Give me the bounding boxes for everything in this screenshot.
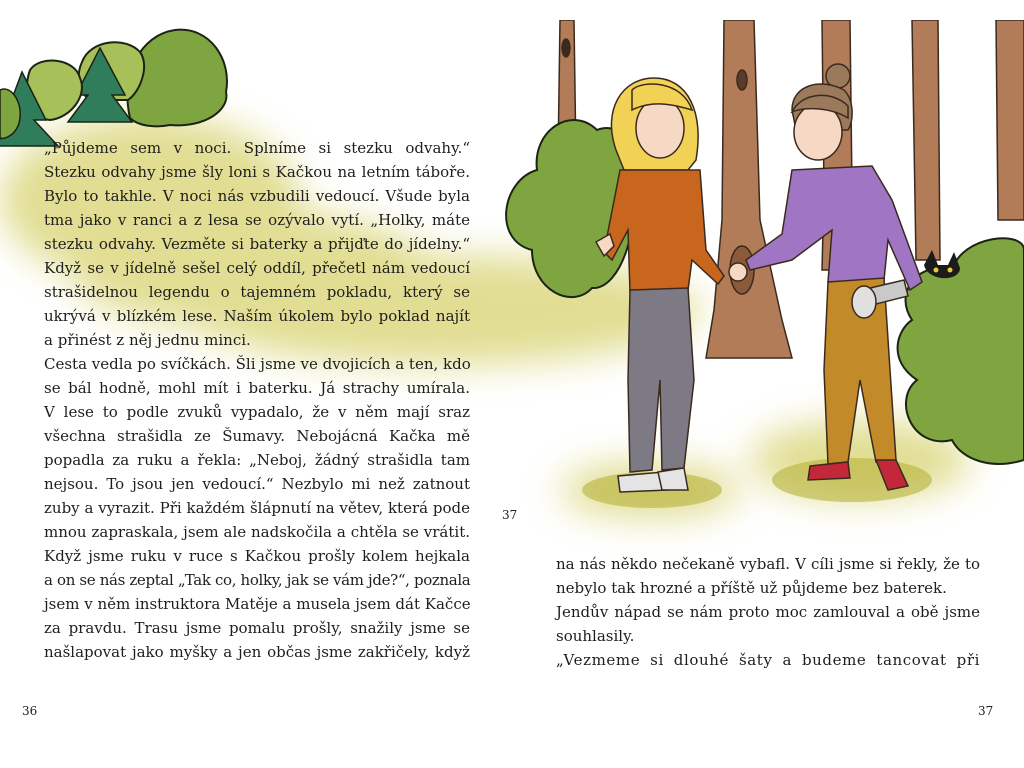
- forest-illustration: [492, 20, 1024, 540]
- text-line: Stezku odvahy jsme šly loni s Kačkou na letním táboře.: [44, 163, 470, 181]
- text-line: našlapovat jako myšky a jen občas jsme zakřičely, když: [44, 643, 470, 661]
- text-line: V lese to podle zvuků vypadalo, že v něm mají sraz: [44, 403, 470, 421]
- text-line: ukrývá v blízkém lese. Naším úkolem bylo poklad najít: [44, 307, 470, 325]
- text-line: „Vezmeme si dlouhé šaty a budeme tancovat při: [556, 651, 980, 669]
- text-line: mnou zapraskala, jsem ale nadskočila a chtěla se vrátit.: [44, 523, 470, 541]
- text-line: stezku odvahy. Vezměte si baterky a přijďte do jídelny.“: [44, 235, 470, 253]
- text-line: na nás někdo nečekaně vybafl. V cíli jsme si řekly, že to: [556, 555, 980, 573]
- text-line: nejsou. To jsou jen vedoucí.“ Nezbylo mi než zatnout: [44, 475, 470, 493]
- text-line: Bylo to takhle. V noci nás vzbudili vedoucí. Všude byla: [44, 187, 470, 205]
- text-line: všechna strašidla ze Šumavy. Nebojácná Kačka mě: [44, 427, 470, 445]
- text-line: jsem v něm instruktora Matěje a musela jsem dát Kačce: [44, 595, 471, 613]
- text-line: popadla za ruku a řekla: „Neboj, žádný strašidla tam: [44, 451, 470, 469]
- ground-shadow: [772, 458, 932, 502]
- text-line: souhlasily.: [556, 627, 635, 645]
- illustration-page-number: 37: [502, 508, 518, 522]
- text-line: a on se nás zeptal „Tak co, holky, jak se vám jde?“, poznala: [44, 571, 471, 589]
- page-number-right: 37: [978, 704, 994, 718]
- text-line: a přinést z něj jednu minci.: [44, 331, 251, 349]
- blonde-girl: [596, 78, 724, 492]
- text-line: nebylo tak hrozné a příště už půjdeme bez baterek.: [556, 579, 947, 597]
- text-line: Cesta vedla po svíčkách. Šli jsme ve dvojicích a ten, kdo: [44, 355, 471, 373]
- text-line: tma jako v ranci a z lesa se ozývalo vytí. „Holky, máte: [44, 211, 470, 229]
- page-number-left: 36: [22, 704, 38, 718]
- text-line: se bál hodně, mohl mít i baterku. Já strachy umírala.: [44, 379, 470, 397]
- text-line: Když jsme ruku v ruce s Kačkou prošly kolem hejkala: [44, 547, 470, 565]
- text-line: strašidelnou legendu o tajemném pokladu, který se: [44, 283, 470, 301]
- text-line: „Půjdeme sem v noci. Splníme si stezku odvahy.“: [44, 139, 470, 157]
- text-line: za pravdu. Trasu jsme pomalu prošly, snažily jsme se: [44, 619, 470, 637]
- clasped-hands: [729, 263, 747, 281]
- text-line: zuby a vyrazit. Při každém šlápnutí na větev, která pode: [44, 499, 470, 517]
- text-line: Když se v jídelně sešel celý oddíl, přečetl nám vedoucí: [44, 259, 470, 277]
- left-page-text: [44, 136, 470, 664]
- text-line: Jendův nápad se nám proto moc zamlouval a obě jsme: [556, 603, 980, 621]
- right-page-text: [556, 552, 980, 672]
